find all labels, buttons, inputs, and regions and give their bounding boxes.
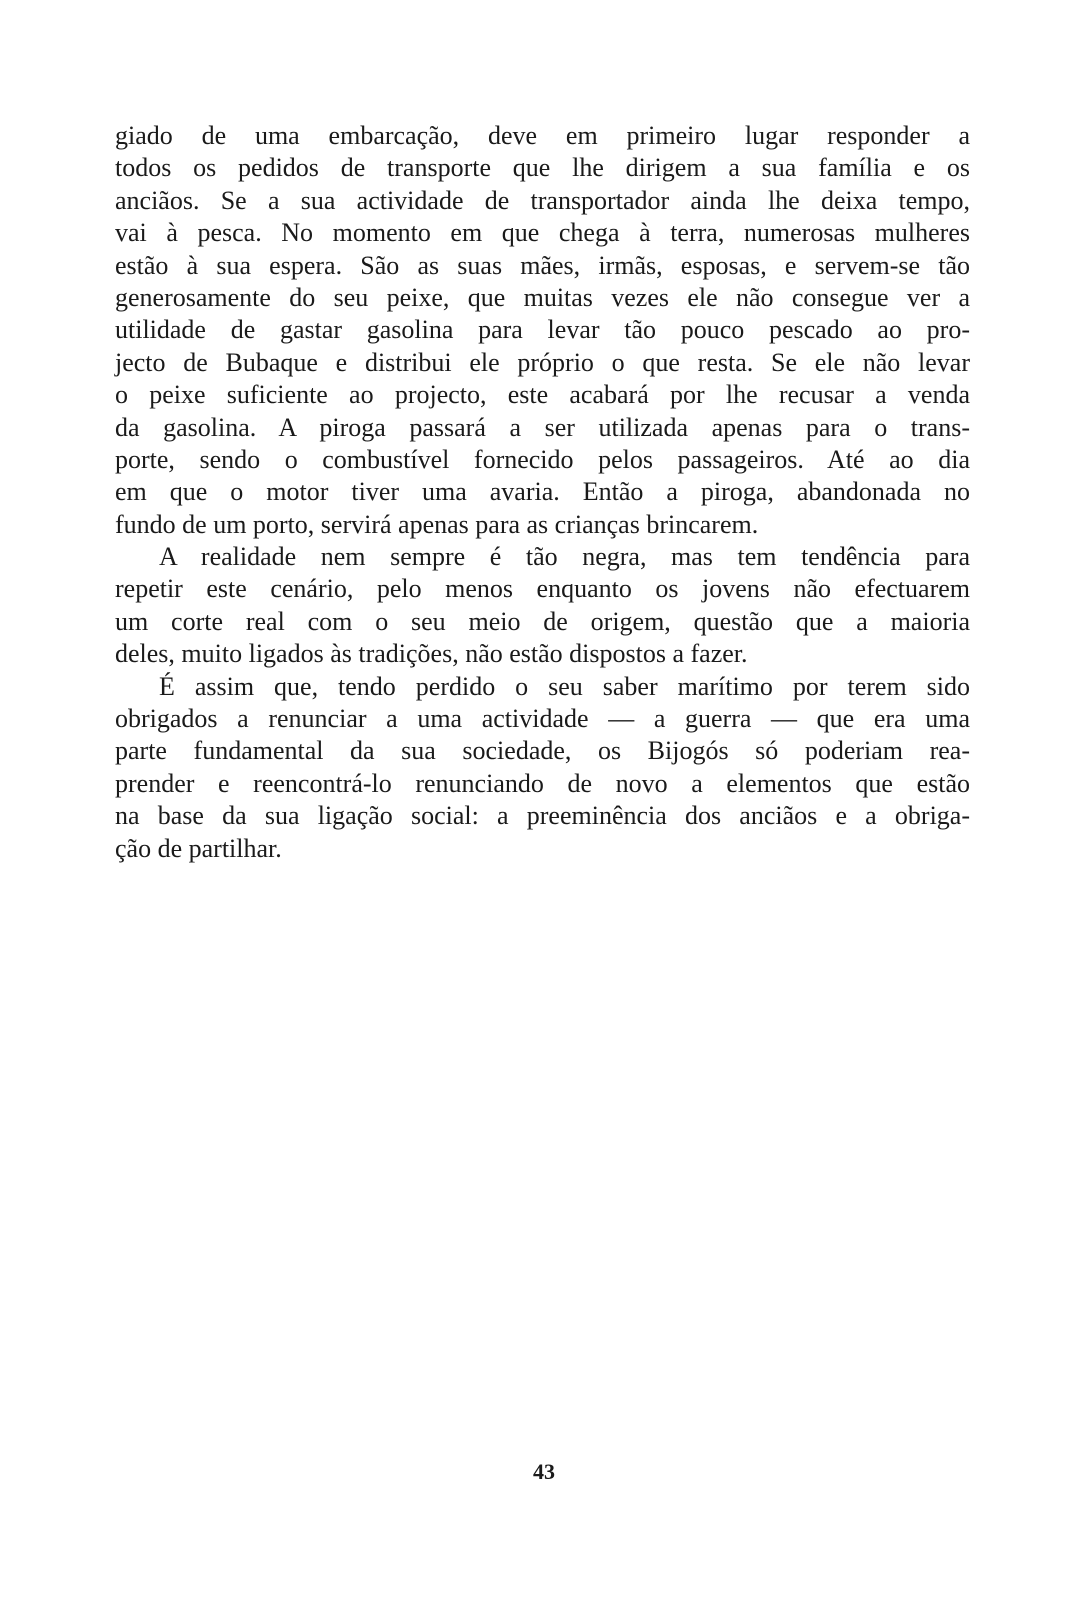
text-line: da gasolina. A piroga passará a ser utilizada apenas para o trans-	[115, 412, 970, 442]
paragraph-2	[115, 541, 970, 671]
text-line: repetir este cenário, pelo menos enquanto os jovens não efectuarem	[115, 574, 970, 604]
text-line: A realidade nem sempre é tão negra, mas tem tendência para	[159, 542, 970, 572]
paragraph-3	[115, 671, 970, 865]
text-line: o peixe suficiente ao projecto, este acabará por lhe recusar a venda	[115, 380, 970, 410]
text-line: parte fundamental da sua sociedade, os Bijogós só poderiam rea-	[115, 736, 970, 766]
text-line: porte, sendo o combustível fornecido pelos passageiros. Até ao dia	[115, 444, 970, 474]
text-line: todos os pedidos de transporte que lhe dirigem a sua família e os	[115, 153, 970, 183]
text-line: fundo de um porto, servirá apenas para as crianças brincarem.	[115, 509, 759, 539]
text-line: estão à sua espera. São as suas mães, irmãs, esposas, e servem-se tão	[115, 250, 970, 280]
text-line: jecto de Bubaque e distribui ele próprio o que resta. Se ele não levar	[115, 347, 970, 377]
text-line: generosamente do seu peixe, que muitas vezes ele não consegue ver a	[115, 282, 970, 312]
text-line: ção de partilhar.	[115, 833, 282, 863]
text-line: obrigados a renunciar a uma actividade — a guerra — que era uma	[115, 704, 970, 734]
body-text	[115, 120, 970, 865]
text-line: utilidade de gastar gasolina para levar tão pouco pescado ao pro-	[115, 315, 970, 345]
text-line: na base da sua ligação social: a preeminência dos anciãos e a obriga-	[115, 801, 970, 831]
text-line: anciãos. Se a sua actividade de transportador ainda lhe deixa tempo,	[115, 185, 970, 215]
text-line: em que o motor tiver uma avaria. Então a piroga, abandonada no	[115, 477, 970, 507]
text-line: giado de uma embarcação, deve em primeiro lugar responder a	[115, 121, 970, 150]
paragraph-1	[115, 120, 970, 541]
text-line: vai à pesca. No momento em que chega à terra, numerosas mulheres	[115, 218, 970, 248]
page-number: 43	[533, 1459, 555, 1484]
text-line: deles, muito ligados às tradições, não estão dispostos a fazer.	[115, 639, 748, 669]
text-line: prender e reencontrá-lo renunciando de novo a elementos que estão	[115, 768, 970, 798]
text-line: É assim que, tendo perdido o seu saber marítimo por terem sido	[159, 671, 970, 701]
text-line: um corte real com o seu meio de origem, questão que a maioria	[115, 606, 970, 636]
